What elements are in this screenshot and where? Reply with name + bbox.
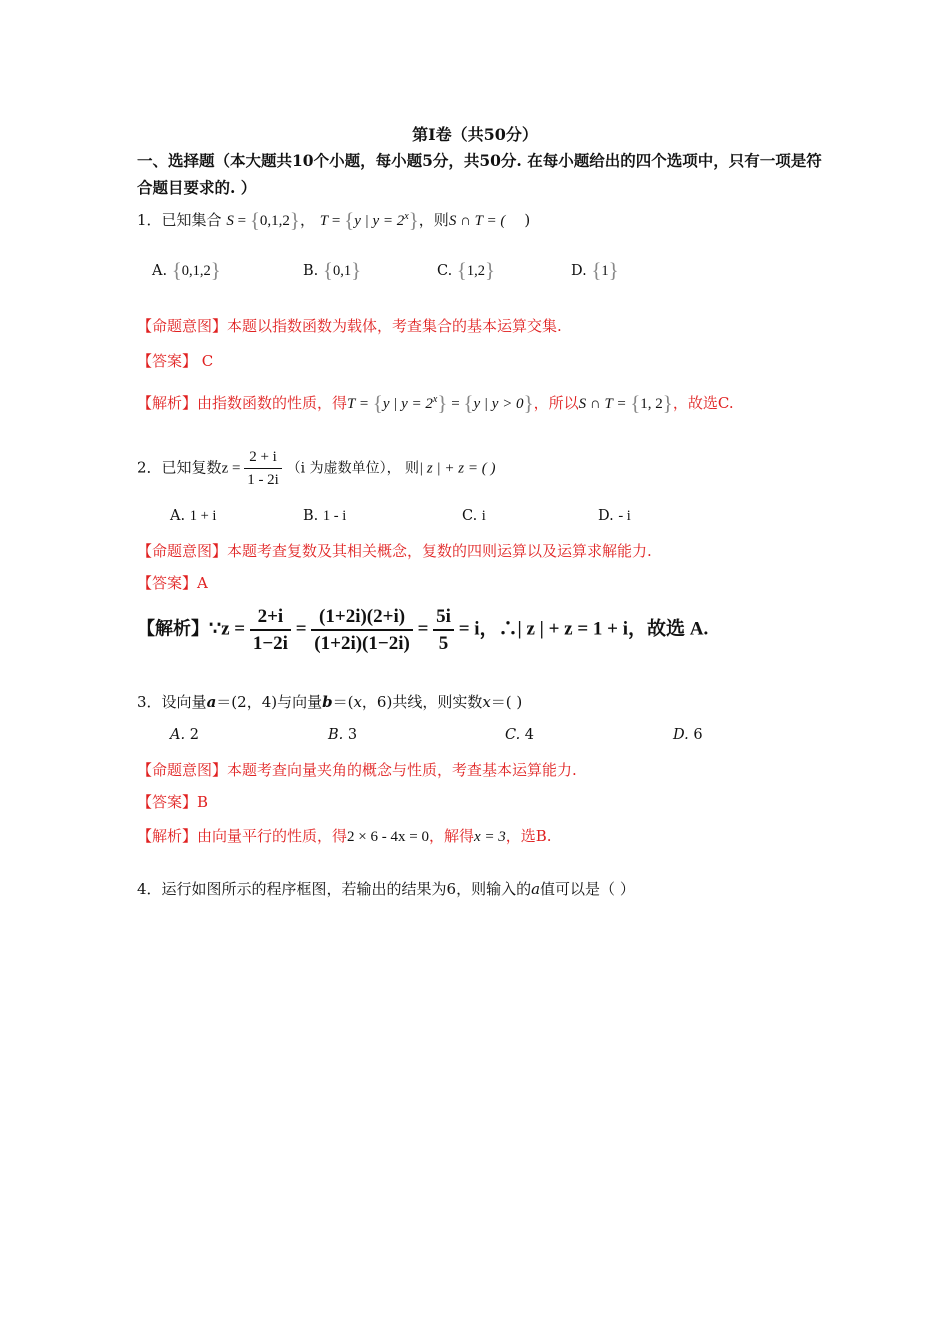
fraction: $\frac{2 + i}{1 - 2i}$ — [244, 446, 282, 491]
answer-3: 【答案】B — [137, 793, 209, 811]
intent-3: 【命题意图】本题考查向量夹角的概念与性质，考查基本运算能力. — [137, 761, 577, 779]
question-2: 2．已知复数z = $\frac{2 + i}{1 - 2i}$ （i 为虚数单位）， 则| z | + z = ( ) — [137, 446, 495, 491]
intent-2: 【命题意图】本题考查复数及其相关概念，复数的四则运算以及运算求解能力. — [137, 542, 652, 560]
option-c: C. {1,2} — [437, 258, 496, 282]
option-c: C. i — [462, 508, 486, 524]
question-3: 3．设向量a＝(2，4)与向量b＝(x，6)共线，则实数x＝( ) — [137, 693, 523, 711]
analysis-3: 【解析】由向量平行的性质，得2 × 6 - 4x = 0，解得x = 3，选B. — [137, 827, 552, 845]
intent-1: 【命题意图】本题以指数函数为载体，考查集合的基本运算交集. — [137, 317, 562, 335]
question-4: 4．运行如图所示的程序框图，若输出的结果为6，则输入的a值可以是（ ） — [137, 880, 635, 898]
answer-1: 【答案】 C — [137, 352, 214, 370]
question-number: 1． — [137, 211, 162, 229]
answer-2: 【答案】A — [137, 574, 208, 592]
option-c: C. 4 — [505, 727, 535, 743]
option-d: D. 6 — [673, 727, 703, 743]
section-heading: 一、选择题（本大题共10个小题，每小题5分，共50分. 在每小题给出的四个选项中，只有一项是符合题目要求的. ） — [137, 151, 822, 197]
option-a: A. {0,1,2} — [152, 258, 221, 282]
option-d: D. {1} — [571, 258, 619, 282]
option-b: B. 1 - i — [303, 508, 347, 524]
option-b: B. 3 — [328, 727, 358, 743]
question-1: 1．已知集合 S = {0,1,2}， T = {y | $y = 2^x$}，则S ∩ T = ( ) — [137, 208, 531, 232]
option-a: A. 1 + i — [170, 508, 217, 524]
option-d: D. - i — [598, 508, 631, 524]
analysis-1: 【解析】由指数函数的性质，得T = {y | $y = 2^x\} = \{y$ | y > 0}，所以S ∩ T = {1, 2}，故选C. — [137, 391, 734, 415]
page-title: 第Ⅰ卷（共50分） — [412, 125, 538, 144]
analysis-2: 【解析】∵z = $\frac{2+i}{1-2i}$ = $\frac{(1+2i)(2+i)}{(1+2i)(1-2i)}$ = $\frac{5i}{5}$ = i，∴| z | + z = 1 + i，故选 A. — [137, 606, 709, 654]
option-a: A. 2 — [170, 727, 199, 743]
option-b: B. {0,1} — [303, 258, 362, 282]
